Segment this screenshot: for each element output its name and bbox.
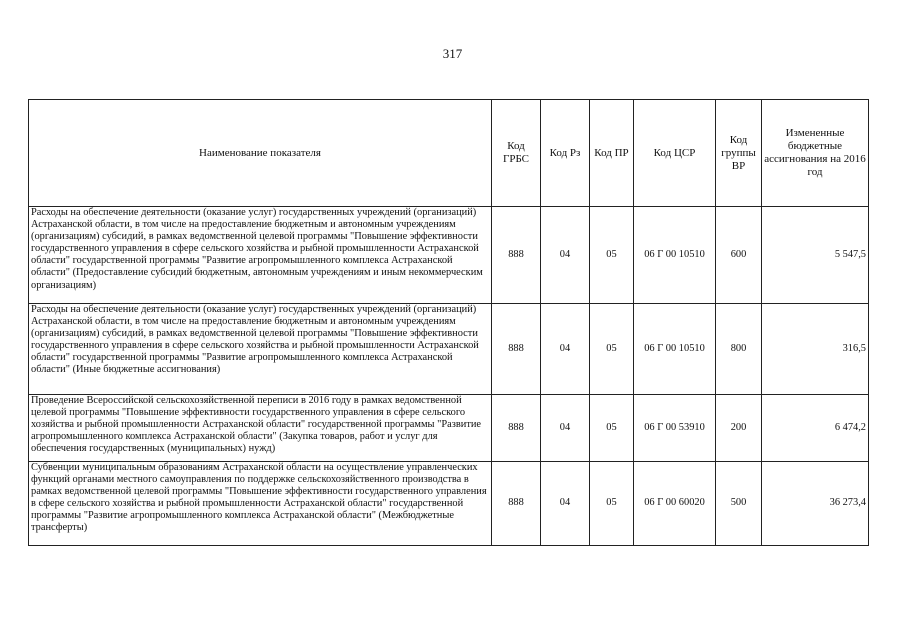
row-vr: 800 xyxy=(716,304,762,395)
row-name: Проведение Всероссийской сельскохозяйственной переписи в 2016 году в рамках ведомственной целевой программы "Повышение эффективности государственного управления в сфере сельского хозяйства и рыбной промышленности Астраханской области" государственной программы "Развитие агропромышленного комплекса Астраханской области" (Закупка товаров, работ и услуг для обеспечения государственных (муниципальных) нужд) xyxy=(29,395,492,462)
header-amount: Измененные бюджетные ассигнования на 2016 год xyxy=(762,100,869,207)
row-name: Расходы на обеспечение деятельности (оказание услуг) государственных учреждений (организаций) Астраханской области, в том числе на предоставление бюджетным и автономным учреждениям (организациям) субсидий, в рамках ведомственной целевой программы "Повышение эффективности государственного управления в сфере сельского хозяйства и рыбной промышленности Астраханской области" государственной программы "Развитие агропромышленного комплекса Астраханской области" (Предоставление субсидий бюджетным, автономным учреждениям и иным некоммерческим организациям) xyxy=(29,207,492,304)
header-grbs: Код ГРБС xyxy=(492,100,541,207)
table-row xyxy=(29,395,869,462)
page-number: 317 xyxy=(442,46,463,61)
header-name: Наименование показателя xyxy=(29,100,492,207)
header-csr: Код ЦСР xyxy=(634,100,716,207)
budget-table xyxy=(28,99,869,546)
row-grbs: 888 xyxy=(492,304,541,395)
header-vr: Код группы ВР xyxy=(716,100,762,207)
table-row xyxy=(29,462,869,546)
row-rz: 04 xyxy=(541,207,590,304)
row-amount: 316,5 xyxy=(762,304,869,395)
table-row xyxy=(29,207,869,304)
row-grbs: 888 xyxy=(492,462,541,546)
row-pr: 05 xyxy=(590,304,634,395)
row-amount: 36 273,4 xyxy=(762,462,869,546)
row-grbs: 888 xyxy=(492,395,541,462)
row-vr: 600 xyxy=(716,207,762,304)
row-amount: 6 474,2 xyxy=(762,395,869,462)
row-rz: 04 xyxy=(541,462,590,546)
row-vr: 500 xyxy=(716,462,762,546)
header-rz: Код Рз xyxy=(541,100,590,207)
row-amount: 5 547,5 xyxy=(762,207,869,304)
row-rz: 04 xyxy=(541,395,590,462)
row-name: Расходы на обеспечение деятельности (оказание услуг) государственных учреждений (организаций) Астраханской области, в том числе на предоставление бюджетным и автономным учреждениям (организациям) субсидий, в рамках ведомственной целевой программы "Повышение эффективности государственного управления в сфере сельского хозяйства и рыбной промышленности Астраханской области" государственной программы "Развитие агропромышленного комплекса Астраханской области" (Иные бюджетные ассигнования) xyxy=(29,304,492,395)
row-grbs: 888 xyxy=(492,207,541,304)
row-pr: 05 xyxy=(590,462,634,546)
row-pr: 05 xyxy=(590,207,634,304)
row-csr: 06 Г 00 10510 xyxy=(634,207,716,304)
row-rz: 04 xyxy=(541,304,590,395)
header-pr: Код ПР xyxy=(590,100,634,207)
row-csr: 06 Г 00 10510 xyxy=(634,304,716,395)
row-csr: 06 Г 00 53910 xyxy=(634,395,716,462)
row-pr: 05 xyxy=(590,395,634,462)
table-row xyxy=(29,304,869,395)
table-header-row xyxy=(29,100,869,207)
row-csr: 06 Г 00 60020 xyxy=(634,462,716,546)
row-name: Субвенции муниципальным образованиям Астраханской области на осуществление управленческих функций органами местного самоуправления по поддержке сельскохозяйственного производства в рамках ведомственной целевой программы "Повышение эффективности государственного управления в сфере сельского хозяйства и рыбной промышленности Астраханской области" государственной программы "Развитие агропромышленного комплекса Астраханской области" (Межбюджетные трансферты) xyxy=(29,462,492,546)
row-vr: 200 xyxy=(716,395,762,462)
